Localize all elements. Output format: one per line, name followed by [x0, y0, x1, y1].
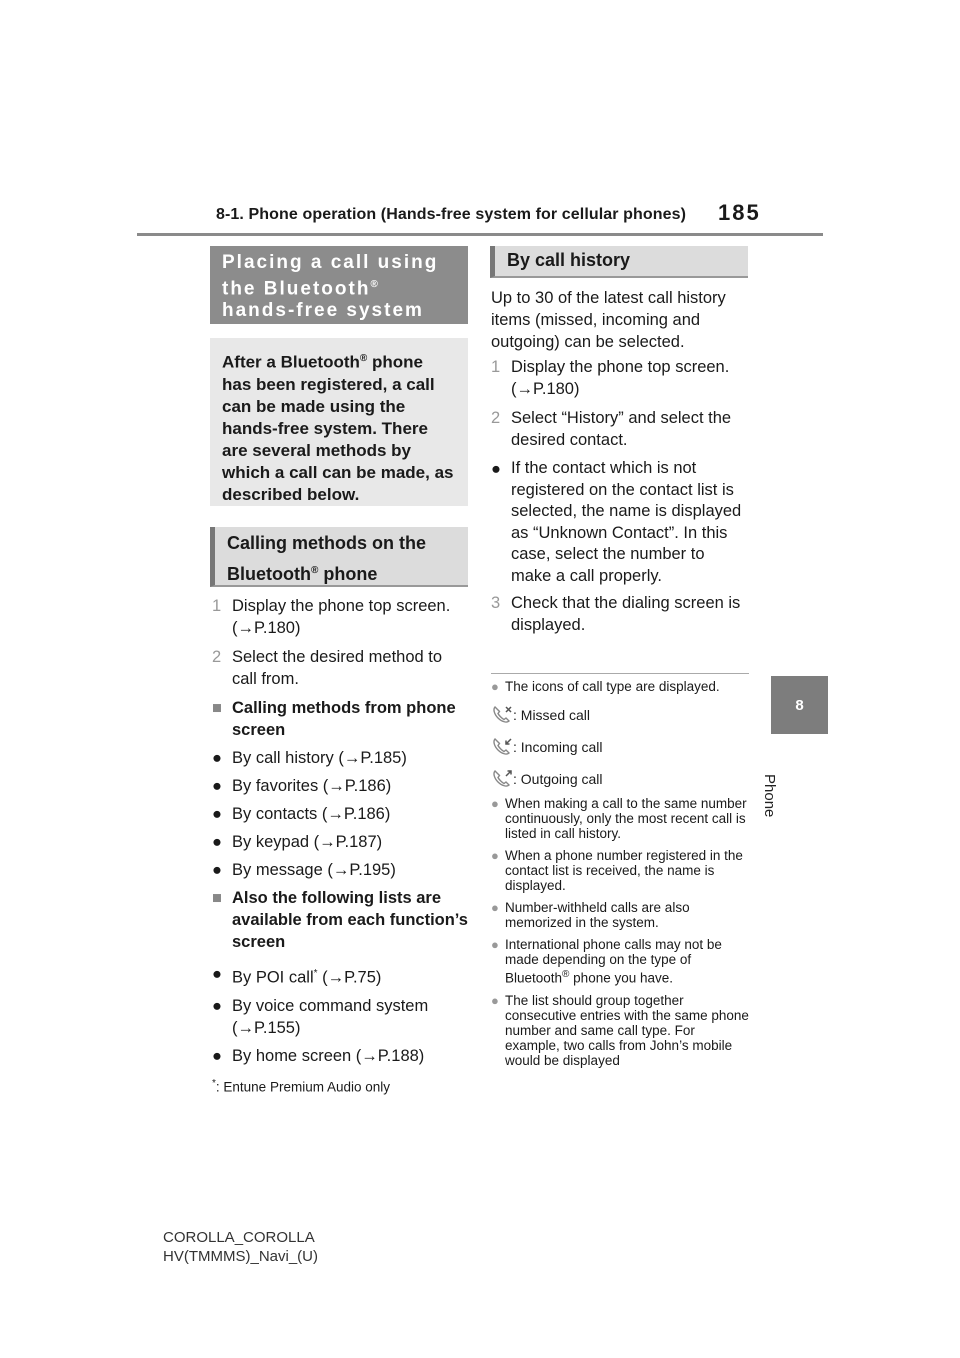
footer-line-2: HV(TMMMS)_Navi_(U): [163, 1248, 318, 1265]
step-1: 1 Display the phone top screen. (→P.180): [491, 358, 730, 398]
list-item[interactable]: ● By home screen (→P.188): [212, 1046, 425, 1065]
icon-legend-row: : Outgoing call: [491, 768, 753, 790]
chapter-tab[interactable]: 8: [771, 676, 828, 734]
group-heading: ■ Also the following lists are available from each function’s screen: [212, 889, 468, 951]
list-item[interactable]: ● By voice command system (→P.155): [212, 996, 429, 1037]
section-title-box: [210, 246, 468, 324]
outgoing-call-icon: [491, 768, 513, 790]
title-line-2: the Bluetooth®: [222, 278, 380, 300]
step-3: 3 Check that the dialing screen is displayed.: [491, 594, 741, 634]
note-item: ● When making a call to the same number continuously, only the most recent call is listed in call history.: [491, 796, 747, 841]
call-history-intro: Up to 30 of the latest call history items (missed, incoming and outgoing) can be selected.: [491, 289, 726, 351]
list-item[interactable]: ● By POI call* (→P.75): [212, 965, 382, 987]
note-item: ● The icons of call type are displayed.: [491, 679, 720, 694]
intro-box: After a Bluetooth® phone has been registered, a call can be made using the hands-free system. There are several methods by which a call can be made, as described below.: [210, 338, 468, 506]
note-item: ● When a phone number registered in the contact list is received, the name is displayed.: [491, 848, 743, 893]
footer-line-1: COROLLA_COROLLA: [163, 1229, 315, 1246]
group-heading: ■ Calling methods from phone screen: [212, 699, 456, 739]
incoming-call-icon: [491, 736, 513, 758]
section-title: 8-1. Phone operation (Hands-free system for cellular phones): [216, 206, 687, 223]
call-history-title-box: By call history: [490, 246, 748, 278]
page-number: 185: [718, 200, 761, 225]
bullet-note: ● If the contact which is not registered on the contact list is selected, the name is displayed as “Unknown Contact”. In this case, select the number to make a call properly.: [491, 459, 742, 585]
footer: [163, 1228, 318, 1266]
title-line-1: Placing a call using: [222, 252, 439, 273]
left-body: [212, 595, 468, 1098]
icon-legend-row: : Missed call: [491, 704, 753, 726]
footnote: *: Entune Premium Audio only: [212, 1077, 391, 1094]
right-body: [491, 287, 749, 636]
header-rule: [137, 233, 823, 236]
note-item: ● The list should group together consecutive entries with the same phone number and same call type. For example, two calls from John’s mobile would be displayed: [491, 992, 749, 1068]
list-item[interactable]: ● By favorites (→P.186): [212, 777, 392, 795]
list-item[interactable]: ● By message (→P.195): [212, 861, 396, 879]
step-2: 2 Select “History” and select the desired contact.: [491, 409, 732, 449]
notes: [491, 679, 753, 1068]
note-item: ● International phone calls may not be made depending on the type of Bluetooth® phone you have.: [491, 937, 722, 986]
chapter-label: Phone: [761, 774, 778, 818]
subsection-title-box: Calling methods on the Bluetooth® phone: [210, 527, 468, 587]
title-line-3: hands-free system: [222, 300, 424, 322]
icon-legend-row: : Incoming call: [491, 736, 753, 758]
note-item: ● Number-withheld calls are also memorized in the system.: [491, 900, 690, 930]
list-item[interactable]: ● By contacts (→P.186): [212, 805, 391, 823]
step-1: 1 Display the phone top screen. (→P.180): [212, 597, 451, 637]
list-item[interactable]: ● By call history (→P.185): [212, 749, 407, 767]
missed-call-icon: [491, 704, 513, 726]
notes-divider: [491, 673, 749, 674]
list-item[interactable]: ● By keypad (→P.187): [212, 833, 383, 851]
step-2: 2 Select the desired method to call from.: [212, 648, 443, 688]
